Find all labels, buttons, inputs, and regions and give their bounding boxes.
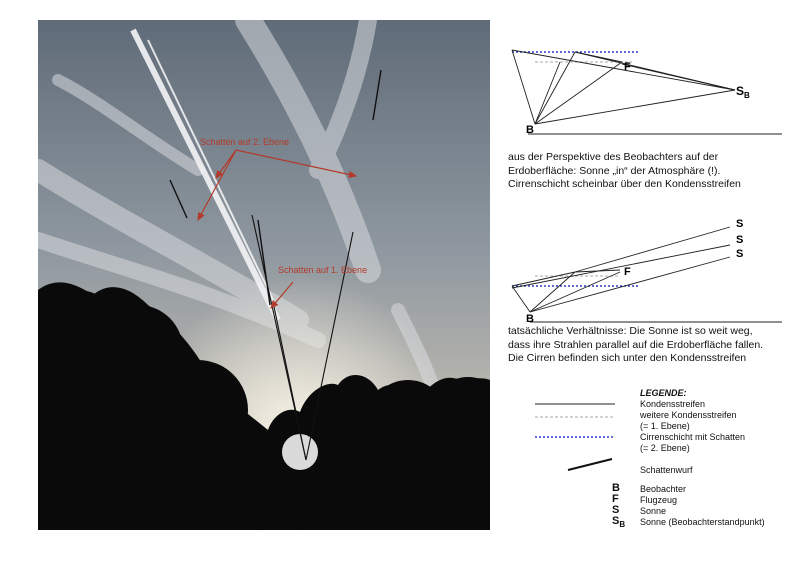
legend-sym-SB: $S_B$ bbox=[612, 515, 626, 530]
d1-label-F: F bbox=[624, 61, 631, 73]
label-shadow-level2: Schatten auf 2. Ebene bbox=[200, 137, 290, 147]
d2-label-F: F bbox=[624, 266, 631, 278]
diagram-actual-conditions bbox=[512, 218, 782, 325]
geometry-diagrams bbox=[490, 0, 800, 565]
legend-sym-S: S bbox=[612, 504, 620, 516]
legend-swatches bbox=[535, 404, 615, 470]
legend-sonne-beobachter: Sonne (Beobachterstandpunkt) bbox=[640, 517, 765, 527]
legend-beobachter: Beobachter bbox=[640, 484, 687, 494]
legend-weitere: weitere Kondensstreifen bbox=[640, 410, 737, 420]
legend-schattenwurf: Schattenwurf bbox=[640, 465, 693, 475]
sky-photo bbox=[38, 20, 490, 530]
legend-title: LEGENDE: bbox=[640, 388, 687, 398]
legend-sonne: Sonne bbox=[640, 506, 667, 516]
d2-label-B: B bbox=[526, 313, 534, 325]
legend-cirren: Cirrenschicht mit Schatten bbox=[640, 432, 746, 442]
diagram1-caption: aus der Perspektive des Beobachters auf der Erdoberfläche: Sonne „in“ der Atmosphäre (!). Cirrenschicht scheinbar über den Kondensstreifen bbox=[508, 151, 741, 190]
d2-label-S3: S bbox=[736, 248, 744, 260]
label-shadow-level1: Schatten auf 1. Ebene bbox=[278, 265, 368, 275]
d1-label-B: B bbox=[526, 124, 534, 136]
legend-ebene2: (= 2. Ebene) bbox=[640, 443, 690, 453]
legend-ebene1: (= 1. Ebene) bbox=[640, 421, 690, 431]
diagram2-caption: tatsächliche Verhältnisse: Die Sonne ist so weit weg, dass ihre Strahlen parallel auf die Erdoberfläche fallen. Die Cirren befinden sich unter den Kondensstreifen bbox=[508, 325, 764, 364]
d2-label-S2: S bbox=[736, 234, 744, 246]
legend-flugzeug: Flugzeug bbox=[640, 495, 678, 505]
legend-sym-B: B bbox=[612, 482, 620, 494]
legend-kondensstreifen: Kondensstreifen bbox=[640, 399, 706, 409]
d2-label-S1: S bbox=[736, 218, 744, 230]
legend-sym-F: F bbox=[612, 493, 619, 505]
diagram-observer-perspective bbox=[512, 50, 782, 136]
d1-label-S: $S_B$ bbox=[736, 84, 750, 100]
